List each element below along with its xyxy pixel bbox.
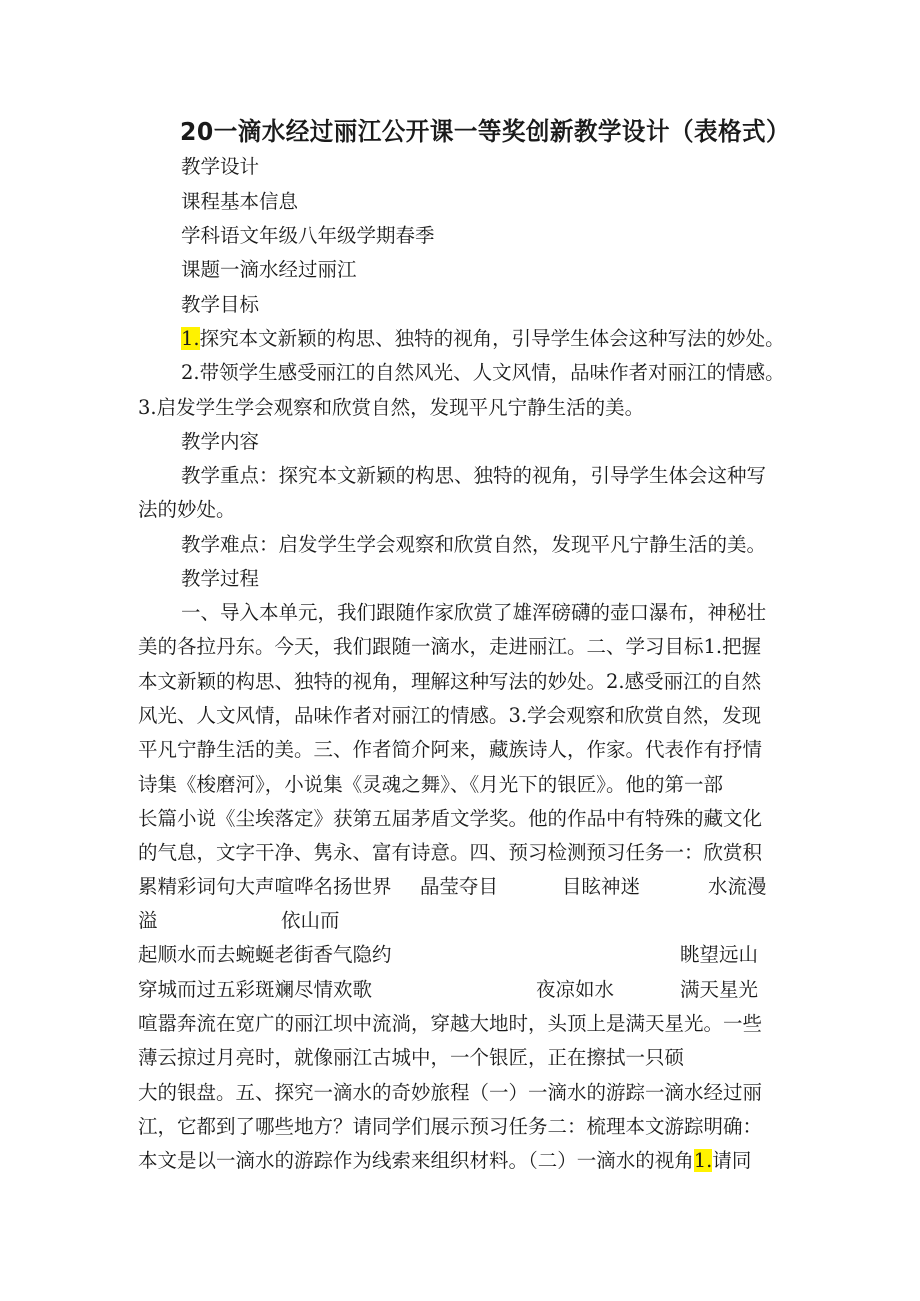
key-point-line-1: 教学重点：探究本文新颖的构思、独特的视角，引导学生体会这种写 [181,464,767,487]
document-title: 20一滴水经过丽江公开课一等奖创新教学设计（表格式） [180,117,791,146]
course-info-heading: 课程基本信息 [181,190,299,213]
last-line-text: 本文是以一滴水的游踪作为线索来组织材料。（二）一滴水的视角 [138,1149,694,1172]
vocab-row-2b: 依山而 [281,909,340,932]
subject-line: 学科语文年级八年级学期春季 [181,224,435,247]
paragraph-line: 平凡宁静生活的美。三、作者简介阿来，藏族诗人，作家。代表作有抒情 [138,738,763,761]
vocab-row-1c: 目眩神迷 [562,875,641,898]
paragraph-line: 美的各拉丹东。今天，我们跟随一滴水，走进丽江。二、学习目标1.把握 [138,635,762,658]
vocab-row-3a: 起顺水而去蜿蜒老街香气隐约 [138,943,392,966]
process-heading: 教学过程 [181,567,260,590]
paragraph-line: 喧嚣奔流在宽广的丽江坝中流淌，穿越大地时，头顶上是满天星光。一些 [138,1012,763,1035]
topic-line: 课题一滴水经过丽江 [181,258,357,281]
paragraph-line: 长篇小说《尘埃落定》获第五届茅盾文学奖。他的作品中有特殊的藏文化 [138,807,763,830]
last-line-end: 请同 [712,1149,752,1172]
paragraph-line: 风光、人文风情，品味作者对丽江的情感。3.学会观察和欣赏自然，发现 [138,704,762,727]
difficulty-line: 教学难点：启发学生学会观察和欣赏自然，发现平凡宁静生活的美。 [181,533,767,556]
vocab-row-1d: 水流漫 [708,875,767,898]
vocab-row-4c: 满天星光 [680,978,759,1001]
vocab-row-2a: 溢 [138,909,158,932]
paragraph-line: 一、导入本单元，我们跟随作家欣赏了雄浑磅礴的壶口瀑布，神秘壮 [181,601,767,624]
paragraph-line: 江，它都到了哪些地方？请同学们展示预习任务二：梳理本文游踪明确： [138,1115,763,1138]
vocab-row-4a: 穿城而过五彩斑斓尽情欢歌 [138,978,373,1001]
highlight-mark: 1. [693,1149,713,1172]
vocab-row-1b: 晶莹夺目 [420,875,499,898]
objective-3: 3.启发学生学会观察和欣赏自然，发现平凡宁静生活的美。 [138,396,645,419]
key-point-line-2: 法的妙处。 [138,498,236,521]
objective-1-text: 探究本文新颖的构思、独特的视角，引导学生体会这种写法的妙处。 [199,327,785,350]
paragraph-line: 大的银盘。五、探究一滴水的奇妙旅程（一）一滴水的游踪一滴水经过丽 [138,1081,763,1104]
last-paragraph-line [138,1151,751,1171]
objectives-heading: 教学目标 [181,293,260,316]
paragraph-line: 诗集《梭磨河》，小说集《灵魂之舞》、《月光下的银匠》。他的第一部 [138,773,724,796]
objective-1 [181,329,785,349]
vocab-row-4b: 夜凉如水 [536,978,615,1001]
content-heading: 教学内容 [181,430,260,453]
highlight-mark: 1. [181,327,200,350]
paragraph-line: 本文新颖的构思、独特的视角，理解这种写法的妙处。2.感受丽江的自然 [138,670,762,693]
objective-2: 2.带领学生感受丽江的自然风光、人文风情，品味作者对丽江的情感。 [181,361,785,384]
section-design: 教学设计 [181,155,260,178]
vocab-row-1a: 累精彩词句大声喧哗名扬世界 [138,875,392,898]
vocab-row-3b: 眺望远山 [680,943,759,966]
paragraph-line: 的气息，文字干净、隽永、富有诗意。四、预习检测预习任务一：欣赏积 [138,841,763,864]
paragraph-line: 薄云掠过月亮时，就像丽江古城中，一个银匠，正在擦拭一只硕 [138,1046,685,1069]
